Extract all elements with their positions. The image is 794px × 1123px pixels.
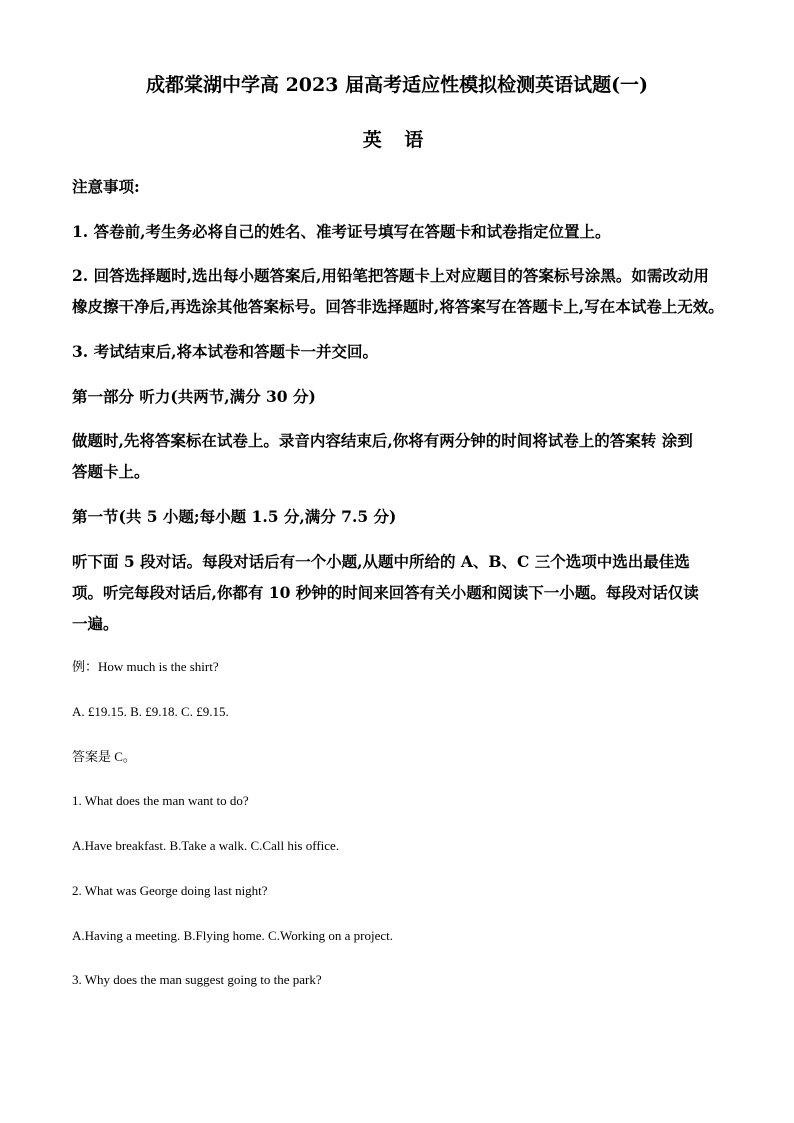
notice-item-3: 3. 考试结束后,将本试卷和答题卡一并交回。 [72,342,378,361]
example-answer: 答案是 C。 [72,749,136,764]
example-question: 例：How much is the shirt? [72,659,219,674]
notice-heading: 注意事项: [72,177,140,196]
question-2: 2. What was George doing last night? [72,883,268,898]
part1-instruction-line1: 做题时,先将答案标在试卷上。录音内容结束后,你将有两分钟的时间将试卷上的答案转 涂到 [72,431,693,450]
notice-item-2-line1: 2. 回答选择题时,选出每小题答案后,用铅笔把答题卡上对应题目的答案标号涂黑。如需改动用 [72,266,709,285]
example-options: A. £19.15. B. £9.18. C. £9.15. [72,704,229,719]
section1-line3: 一遍。 [72,614,119,633]
section1-heading: 第一节(共 5 小题;每小题 1.5 分,满分 7.5 分) [72,507,397,526]
notice-item-1: 1. 答卷前,考生务必将自己的姓名、准考证号填写在答题卡和试卷指定位置上。 [72,222,611,241]
notice-item-2-line2: 橡皮擦干净后,再选涂其他答案标号。回答非选择题时,将答案写在答题卡上,写在本试卷上无效。 [72,297,724,316]
subject-title: 英 语 [362,129,432,151]
section1-line2: 项。听完每段对话后,你都有 10 秒钟的时间来回答有关小题和阅读下一小题。每段对话仅读 [72,583,699,602]
exam-title: 成都棠湖中学高 2023 届高考适应性模拟检测英语试题(一) [145,74,649,96]
question-1: 1. What does the man want to do? [72,793,249,808]
question-3: 3. Why does the man suggest going to the park? [72,972,322,987]
part1-instruction-line2: 答题卡上。 [72,462,150,481]
section1-line1: 听下面 5 段对话。每段对话后有一个小题,从题中所给的 A、B、C 三个选项中选出最佳选 [72,552,690,571]
question-2-options: A.Having a meeting. B.Flying home. C.Working on a project. [72,928,394,943]
part1-heading: 第一部分 听力(共两节,满分 30 分) [72,387,316,406]
question-1-options: A.Have breakfast. B.Take a walk. C.Call his office. [72,838,340,853]
